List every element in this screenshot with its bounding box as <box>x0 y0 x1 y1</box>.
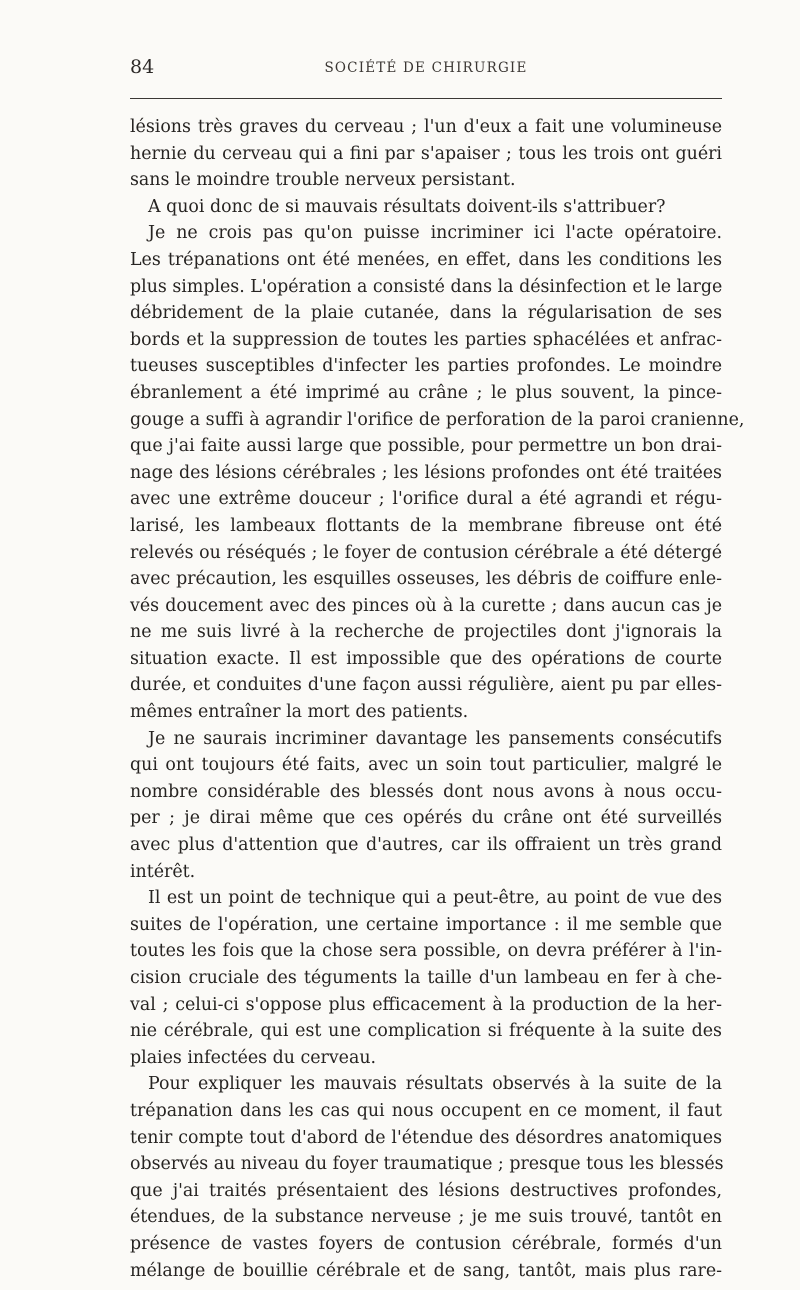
text-line: trépanation dans les cas qui nous occupent en ce moment, il faut <box>130 1100 722 1121</box>
text-line: Je ne saurais incriminer davantage les pansements consécutifs <box>148 728 722 749</box>
page-header <box>130 56 722 84</box>
text-line: cision cruciale des téguments la taille d'un lambeau en fer à che- <box>130 968 722 988</box>
running-title: SOCIÉTÉ DE CHIRURGIE <box>324 60 528 76</box>
text-line: situation exacte. Il est impossible que des opérations de courte <box>130 648 722 669</box>
text-line: relevés ou réséqués ; le foyer de contusion cérébrale a été détergé <box>130 542 722 563</box>
text-line: Je ne crois pas qu'on puisse incriminer ici l'acte opératoire. <box>148 223 722 244</box>
text-line: nombre considérable des blessés dont nous avons à nous occu- <box>130 781 722 802</box>
text-line: ébranlement a été imprimé au crâne ; le plus souvent, la pince- <box>130 382 722 403</box>
text-line: avec précaution, les esquilles osseuses, les débris de coiffure enle- <box>130 569 722 590</box>
text-line: toutes les fois que la chose sera possible, on devra préférer à l'in- <box>130 941 722 962</box>
paragraph <box>130 220 745 725</box>
text-line: présence de vastes foyers de contusion cérébrale, formés d'un <box>130 1233 722 1254</box>
text-line: nie cérébrale, qui est une complication si fréquente à la suite des <box>130 1021 722 1042</box>
text-line: avec une extrême douceur ; l'orifice dural a été agrandi et régu- <box>130 489 722 510</box>
text-line: observés au niveau du foyer traumatique ; presque tous les blessés <box>130 1154 724 1175</box>
text-line: mélange de bouillie cérébrale et de sang, tantôt, mais plus rare- <box>130 1260 722 1281</box>
text-line: tenir compte tout d'abord de l'étendue des désordres anatomiques <box>130 1127 722 1148</box>
text-line: suites de l'opération, une certaine importance : il me semble que <box>130 914 722 935</box>
text-line: intérêt. <box>130 861 196 882</box>
text-line: que j'ai faite aussi large que possible, pour permettre un bon drai- <box>130 436 722 457</box>
text-line: débridement de la plaie cutanée, dans la régularisation de ses <box>130 303 722 324</box>
text-line: gouge a suffi à agrandir l'orifice de perforation de la paroi cranienne, <box>130 409 745 430</box>
text-line: durée, et conduites d'une façon aussi régulière, aient pu par elles- <box>130 675 722 696</box>
text-line: A quoi donc de si mauvais résultats doivent-ils s'attribuer? <box>148 196 666 217</box>
paragraph <box>130 114 722 194</box>
header-rule <box>130 98 722 99</box>
text-line: bords et la suppression de toutes les parties sphacélées et anfrac- <box>130 329 722 350</box>
text-line: hernie du cerveau qui a fini par s'apaiser ; tous les trois ont guéri <box>130 143 722 164</box>
paragraph <box>130 885 722 1071</box>
text-line: vés doucement avec des pinces où à la curette ; dans aucun cas je <box>130 595 722 616</box>
paragraph <box>130 1071 722 1284</box>
text-line: Les trépanations ont été menées, en effet, dans les conditions les <box>130 249 722 270</box>
paragraph <box>130 194 722 221</box>
text-line: plus simples. L'opération a consisté dans la désinfection et le large <box>130 276 723 297</box>
body-text <box>130 114 745 1284</box>
text-line: per ; je dirai même que ces opérés du crâne ont été surveillés <box>130 808 722 829</box>
text-line: mêmes entraîner la mort des patients. <box>130 702 469 723</box>
text-line: val ; celui-ci s'oppose plus efficacement à la production de la her- <box>130 994 722 1015</box>
text-line: lésions très graves du cerveau ; l'un d'eux a fait une volumineuse <box>130 117 722 137</box>
text-line: ne me suis livré à la recherche de projectiles dont j'ignorais la <box>130 622 722 643</box>
paragraph <box>130 726 722 886</box>
text-line: que j'ai traités présentaient des lésions destructives profondes, <box>130 1180 722 1201</box>
text-line: Pour expliquer les mauvais résultats observés à la suite de la <box>148 1074 722 1095</box>
text-line: Il est un point de technique qui a peut-être, au point de vue des <box>148 888 722 909</box>
text-line: plaies infectées du cerveau. <box>130 1047 377 1068</box>
text-line: étendues, de la substance nerveuse ; je me suis trouvé, tantôt en <box>130 1207 722 1228</box>
text-line: larisé, les lambeaux flottants de la membrane fibreuse ont été <box>130 515 722 536</box>
text-line: sans le moindre trouble nerveux persistant. <box>130 170 516 191</box>
text-line: tueuses susceptibles d'infecter les parties profondes. Le moindre <box>130 356 722 377</box>
text-line: avec plus d'attention que d'autres, car ils offraient un très grand <box>130 835 722 856</box>
text-line: qui ont toujours été faits, avec un soin tout particulier, malgré le <box>130 755 722 776</box>
page-number: 84 <box>130 56 155 78</box>
text-line: nage des lésions cérébrales ; les lésions profondes ont été traitées <box>130 462 722 483</box>
